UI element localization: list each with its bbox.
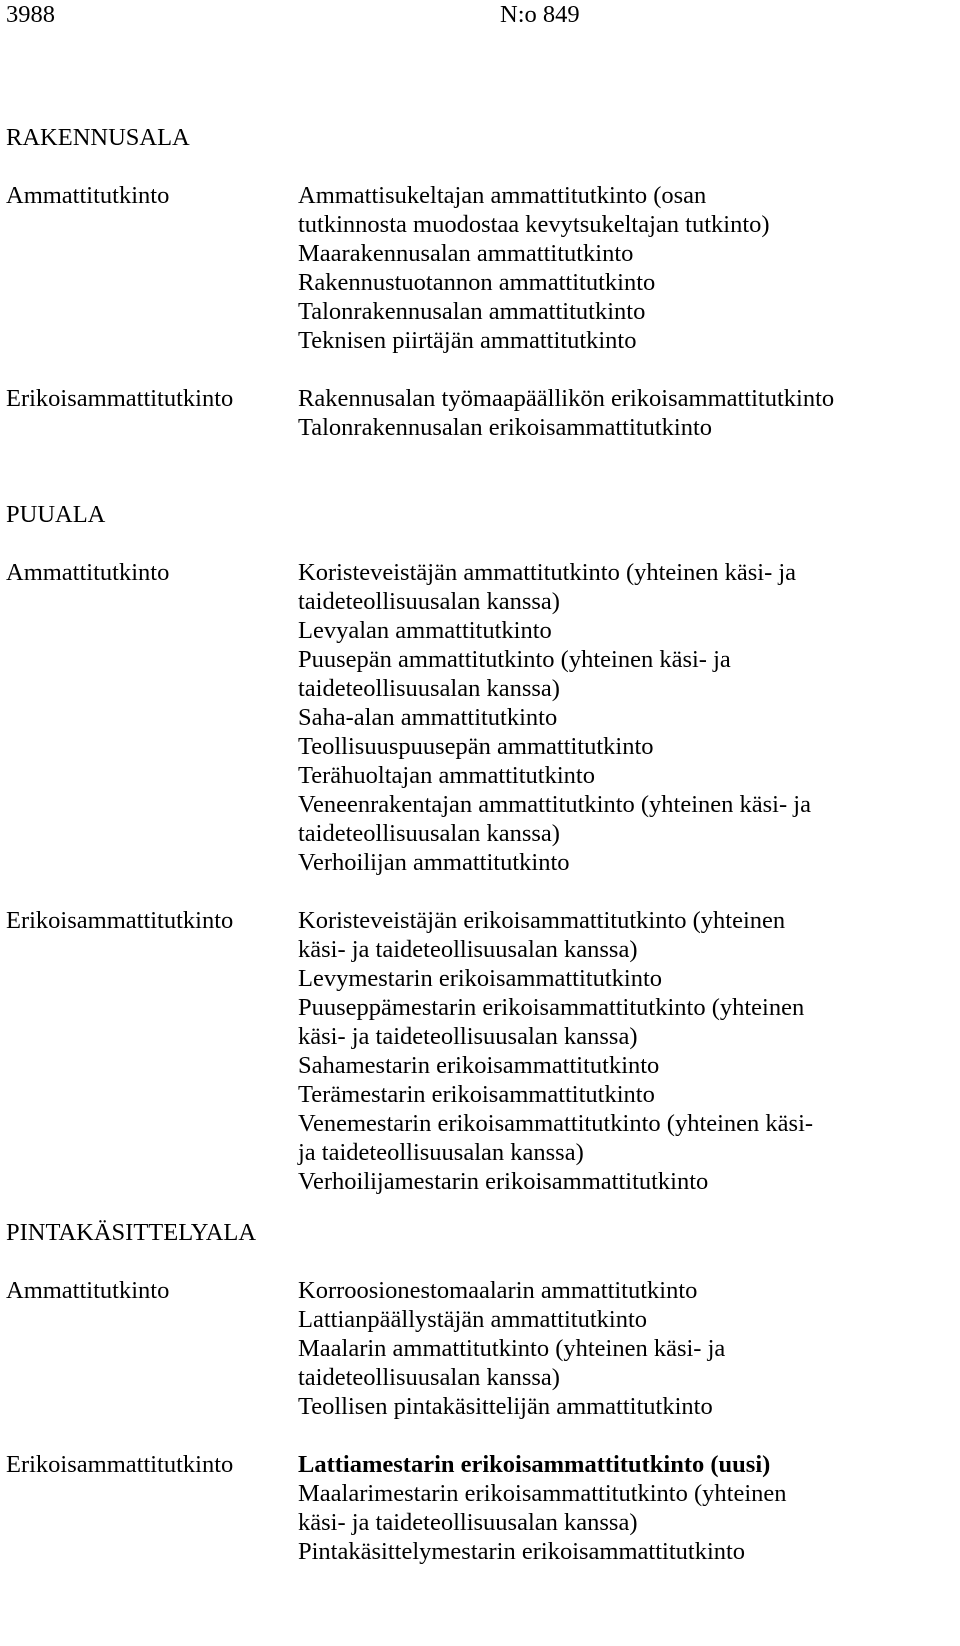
section-heading-pintakasittelyala: PINTAKÄSITTELYALA [6, 1219, 257, 1246]
section-heading-puuala: PUUALA [6, 501, 106, 528]
list-item: Maalarin ammattitutkinto (yhteinen käsi- ja [298, 1335, 726, 1362]
category-label: Ammattitutkinto [6, 1277, 170, 1304]
list-item: Ammattisukeltajan ammattitutkinto (osan [298, 182, 707, 209]
list-item: Sahamestarin erikoisammattitutkinto [298, 1052, 660, 1079]
list-item: Rakennustuotannon ammattitutkinto [298, 269, 656, 296]
qualification-list [298, 558, 953, 877]
list-item: Teollisen pintakäsittelijän ammattitutkinto [298, 1393, 713, 1420]
list-item: Talonrakennusalan ammattitutkinto [298, 298, 646, 325]
category-label: Ammattitutkinto [6, 182, 170, 209]
list-item: käsi- ja taideteollisuusalan kanssa) [298, 1023, 638, 1050]
list-item: Saha-alan ammattitutkinto [298, 704, 558, 731]
qualification-list [298, 1276, 953, 1421]
list-item: Teknisen piirtäjän ammattitutkinto [298, 327, 637, 354]
category-label: Erikoisammattitutkinto [6, 907, 234, 934]
qualification-list [298, 384, 953, 442]
list-item: Verhoilijan ammattitutkinto [298, 849, 570, 876]
list-item: Venemestarin erikoisammattitutkinto (yhteinen käsi- [298, 1110, 814, 1137]
category-label: Erikoisammattitutkinto [6, 1451, 234, 1478]
page-header [6, 0, 946, 32]
list-item: tutkinnosta muodostaa kevytsukeltajan tutkinto) [298, 211, 770, 238]
qualification-list [298, 181, 953, 355]
list-item: Terähuoltajan ammattitutkinto [298, 762, 595, 789]
list-item: taideteollisuusalan kanssa) [298, 1364, 560, 1391]
list-item: Veneenrakentajan ammattitutkinto (yhteinen käsi- ja [298, 791, 811, 818]
list-item: Rakennusalan työmaapäällikön erikoisammattitutkinto [298, 385, 835, 412]
list-item: käsi- ja taideteollisuusalan kanssa) [298, 1509, 638, 1536]
list-item: Korroosionestomaalarin ammattitutkinto [298, 1277, 698, 1304]
list-item: taideteollisuusalan kanssa) [298, 588, 560, 615]
qualification-list [298, 1450, 953, 1566]
list-item: Maalarimestarin erikoisammattitutkinto (yhteinen [298, 1480, 787, 1507]
list-item: Talonrakennusalan erikoisammattitutkinto [298, 414, 712, 441]
list-item: käsi- ja taideteollisuusalan kanssa) [298, 936, 638, 963]
list-item: taideteollisuusalan kanssa) [298, 820, 560, 847]
list-item: taideteollisuusalan kanssa) [298, 675, 560, 702]
list-item: Lattiamestarin erikoisammattitutkinto (uusi) [298, 1451, 771, 1478]
list-item: Lattianpäällystäjän ammattitutkinto [298, 1306, 648, 1333]
list-item: Teollisuuspuusepän ammattitutkinto [298, 733, 654, 760]
list-item: Verhoilijamestarin erikoisammattitutkinto [298, 1168, 709, 1195]
list-item: Koristeveistäjän ammattitutkinto (yhteinen käsi- ja [298, 559, 797, 586]
list-item: Levymestarin erikoisammattitutkinto [298, 965, 663, 992]
list-item: Maarakennusalan ammattitutkinto [298, 240, 634, 267]
list-item: ja taideteollisuusalan kanssa) [298, 1139, 584, 1166]
list-item: Terämestarin erikoisammattitutkinto [298, 1081, 655, 1108]
list-item: Puusepän ammattitutkinto (yhteinen käsi- ja [298, 646, 731, 673]
issue-number: N:o 849 [500, 1, 580, 28]
list-item: Puuseppämestarin erikoisammattitutkinto (yhteinen [298, 994, 805, 1021]
page-number: 3988 [6, 1, 55, 28]
list-item: Koristeveistäjän erikoisammattitutkinto (yhteinen [298, 907, 786, 934]
category-label: Ammattitutkinto [6, 559, 170, 586]
qualification-list [298, 906, 953, 1196]
section-heading-rakennusala: RAKENNUSALA [6, 124, 190, 151]
list-item: Levyalan ammattitutkinto [298, 617, 552, 644]
category-label: Erikoisammattitutkinto [6, 385, 234, 412]
list-item: Pintakäsittelymestarin erikoisammattitutkinto [298, 1538, 746, 1565]
